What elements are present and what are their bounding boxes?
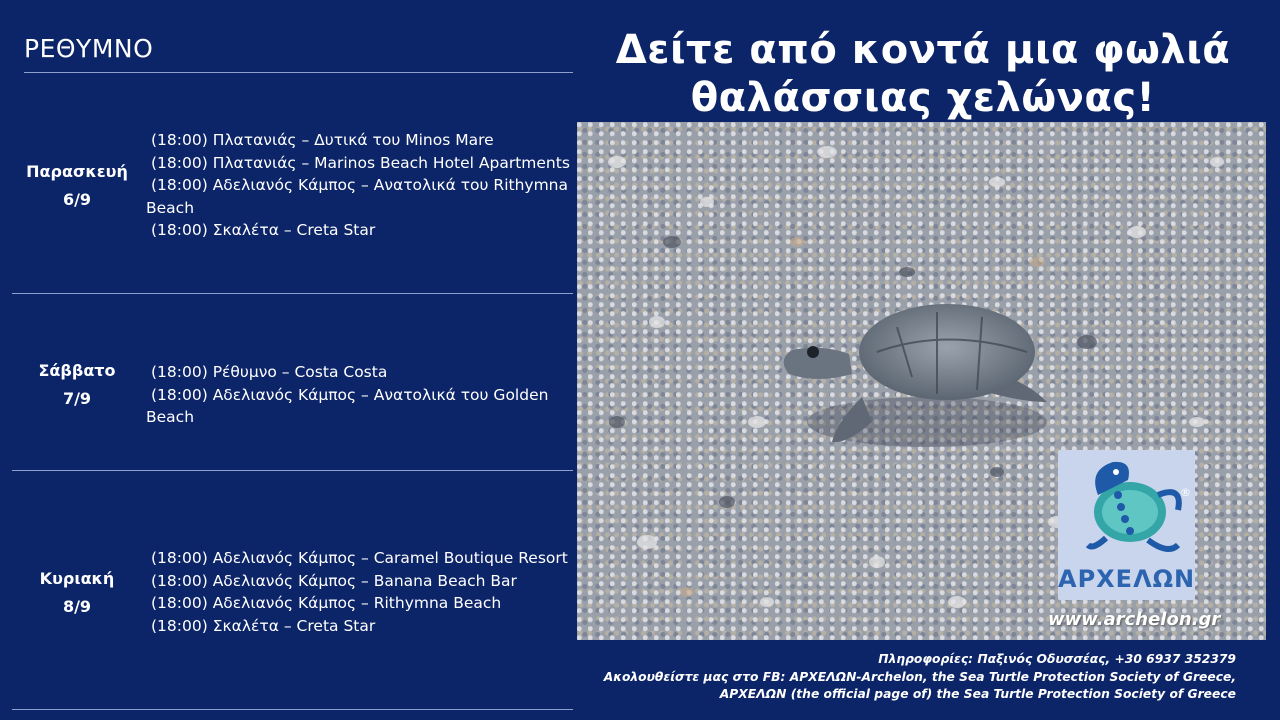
headline	[578, 26, 1268, 122]
divider	[24, 72, 573, 73]
day-name: Παρασκευή	[26, 162, 128, 181]
events-friday	[146, 129, 571, 242]
divider	[12, 470, 573, 471]
day-label-sunday	[12, 565, 142, 621]
footer-info	[536, 651, 1236, 704]
divider	[12, 293, 573, 294]
website-link[interactable]: www.archelon.gr	[1048, 609, 1221, 630]
day-label-friday	[12, 158, 142, 214]
event-item: (18:00) Πλατανιάς – Marinos Beach Hotel Apartments	[151, 153, 570, 172]
sea-turtle-logo-icon	[1058, 450, 1195, 565]
event-item: (18:00) Αδελιανός Κάμπος – Rithymna Beach	[151, 594, 502, 612]
event-item: (18:00) Αδελιανός Κάμπος – Ανατολικά του Rithymna Beach	[146, 176, 568, 217]
day-date: 8/9	[62, 597, 92, 616]
schedule-panel	[0, 0, 575, 720]
events-saturday	[146, 361, 571, 429]
footer-fb-line-2: ΑΡΧΕΛΩΝ (the official page of) the Sea Turtle Protection Society of Greece	[719, 687, 1236, 701]
logo-name: ΑΡΧΕΛΩΝ	[1058, 565, 1196, 593]
region-title: ΡΕΘΥΜΝΟ	[24, 34, 154, 63]
day-date: 7/9	[62, 389, 92, 408]
headline-line-1: Δείτε από κοντά μια φωλιά	[615, 27, 1231, 73]
day-name: Κυριακή	[39, 569, 115, 588]
event-item: (18:00) Ρέθυμνο – Costa Costa	[151, 363, 388, 381]
divider	[12, 709, 573, 710]
event-item: (18:00) Πλατανιάς – Δυτικά του Minos Mare	[151, 131, 494, 149]
event-item: (18:00) Αδελιανός Κάμπος – Banana Beach Bar	[151, 571, 517, 590]
events-sunday	[146, 547, 571, 637]
day-label-saturday	[12, 357, 142, 413]
footer-contact: Πληροφορίες: Παξινός Οδυσσέας, +30 6937 352379	[878, 652, 1236, 666]
event-item: (18:00) Αδελιανός Κάμπος – Caramel Boutique Resort	[151, 549, 568, 567]
headline-line-2: θαλάσσιας χελώνας!	[690, 75, 1156, 121]
footer-fb-line-1: Ακολουθείστε μας στο FB: ΑΡΧΕΛΩΝ-Archelon, the Sea Turtle Protection Society of Greece,	[603, 669, 1236, 684]
day-name: Σάββατο	[38, 361, 116, 380]
event-item: (18:00) Σκαλέτα – Creta Star	[151, 616, 376, 635]
day-date: 6/9	[62, 190, 92, 209]
event-item: (18:00) Σκαλέτα – Creta Star	[151, 221, 376, 239]
event-item: (18:00) Αδελιανός Κάμπος – Ανατολικά του Golden Beach	[146, 385, 549, 426]
registered-mark: ®	[1180, 486, 1191, 499]
